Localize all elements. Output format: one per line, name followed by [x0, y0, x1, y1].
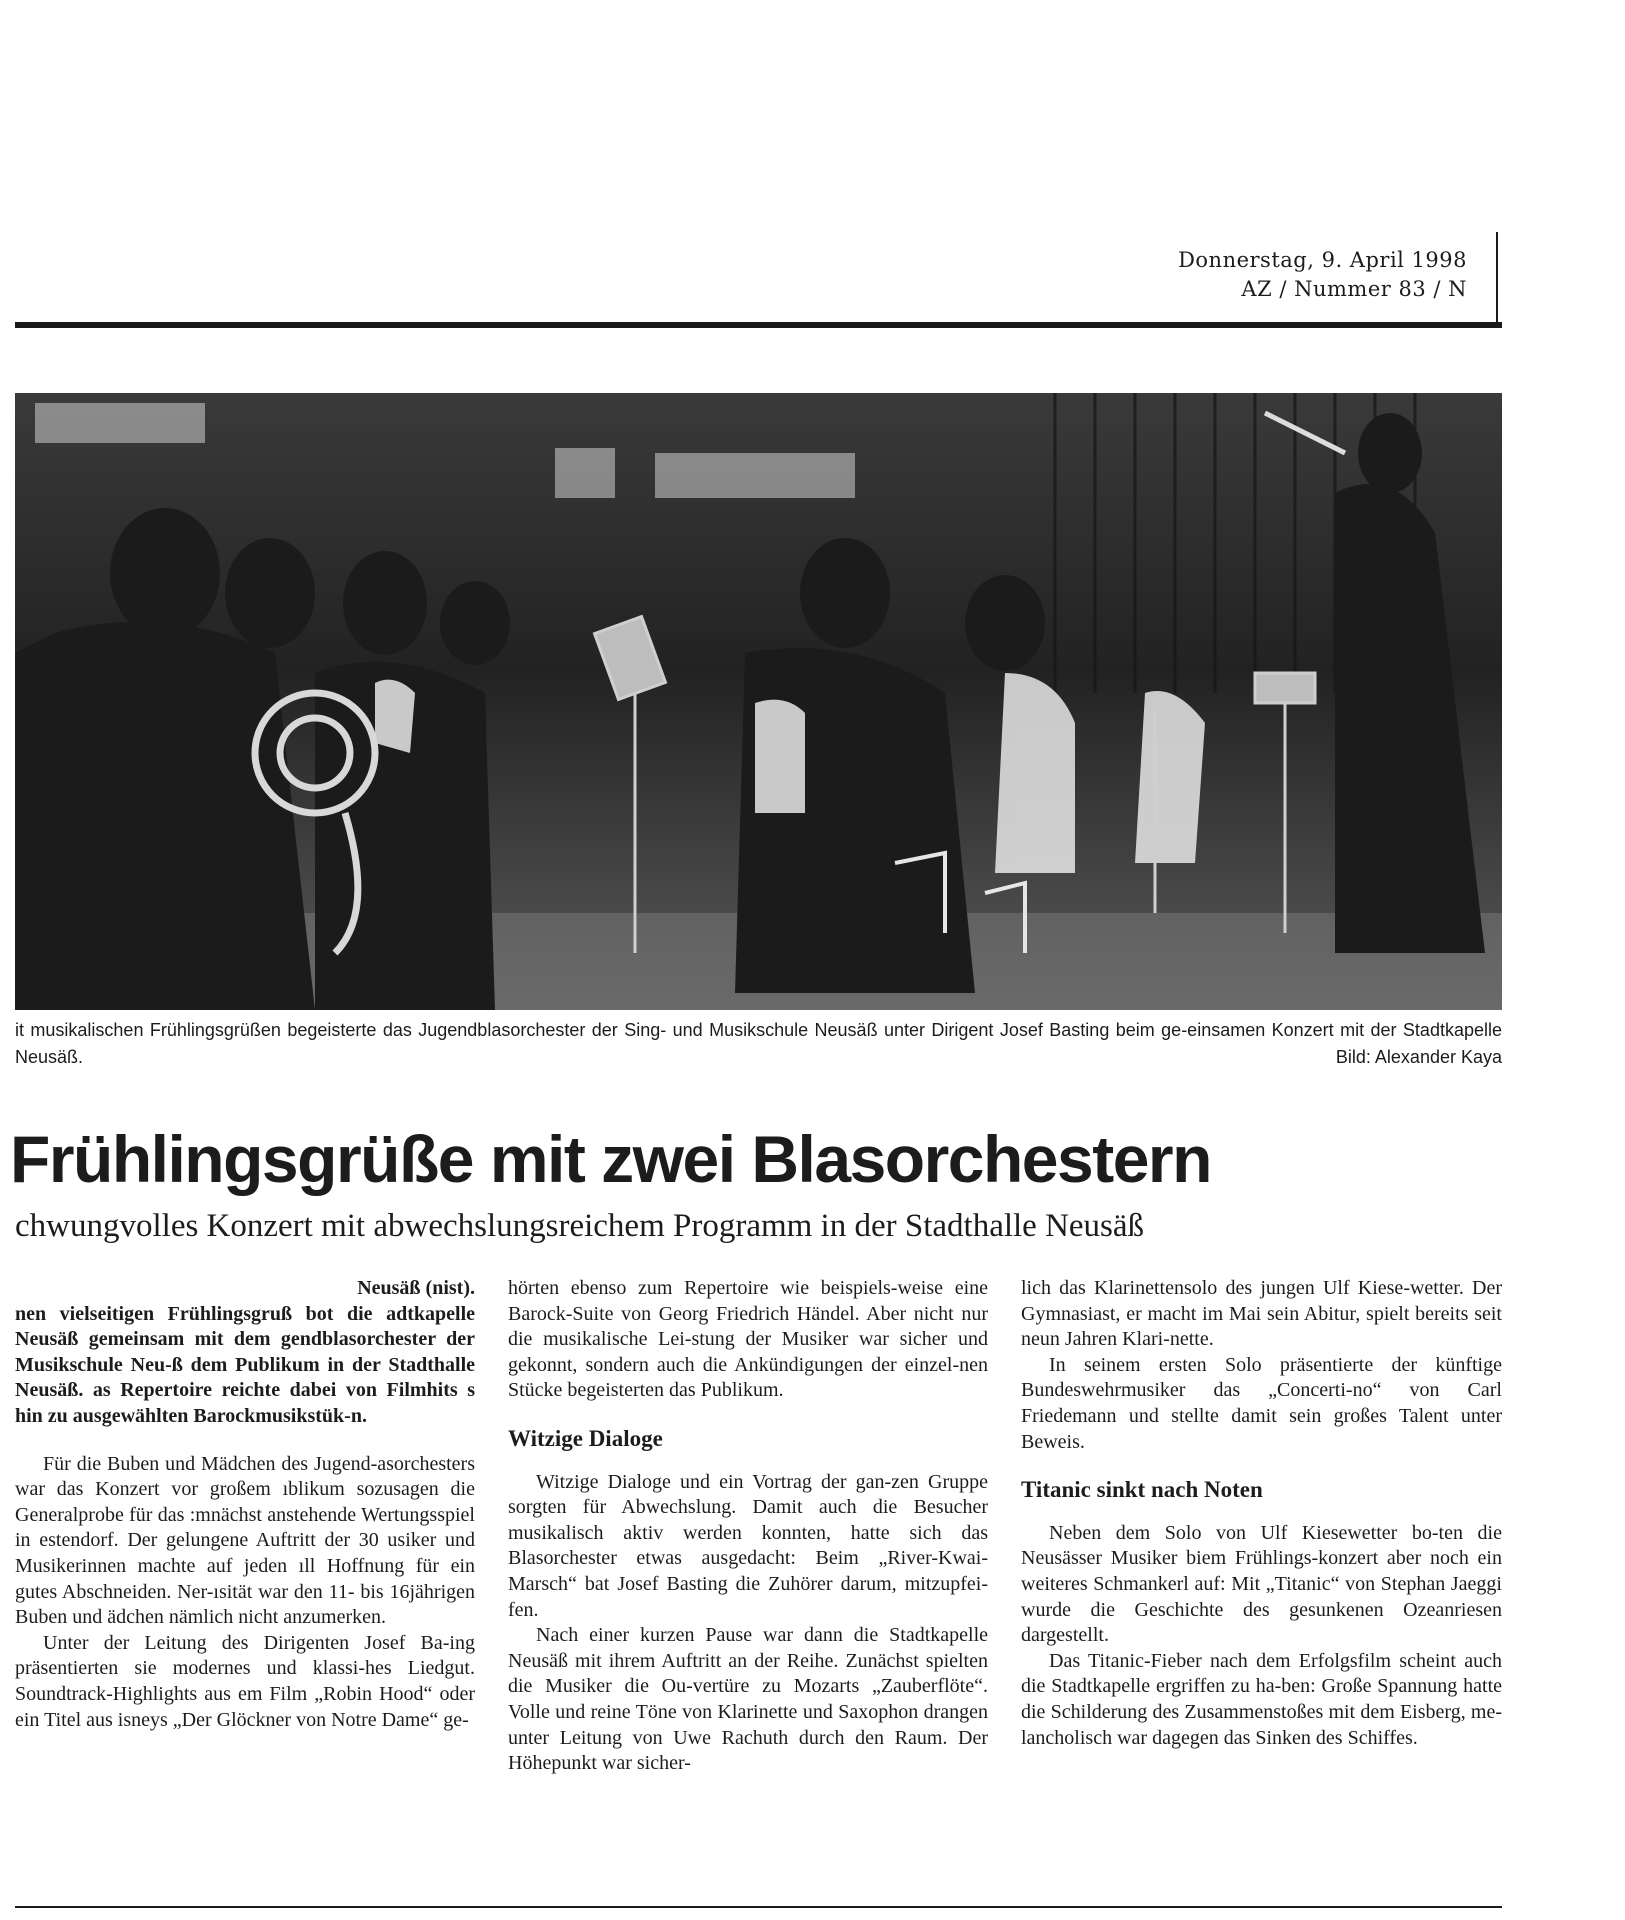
caption-text: it musikalischen Frühlingsgrüßen begeisterte das Jugendblasorchester der Sing- und Musikschule Neusäß unter Dirigent Josef Basting beim ge-einsamen Konzert mit der Stadtkapelle Neusäß. [15, 1020, 1502, 1067]
lead-paragraph: nen vielseitigen Frühlingsgruß bot die adtkapelle Neusäß gemeinsam mit dem gendblasorchester der Musikschule Neu-ß dem Publikum in der Stadthalle Neusäß. as Repertoire reichte dabei von Filmhits s hin zu ausgewählten Barockmusikstük-n. [15, 1302, 475, 1427]
header-side-rule [1496, 232, 1498, 324]
paragraph: In seinem ersten Solo präsentierte der künftige Bundeswehrmusiker das „Concerti-no“ von Carl Friedemann und stellte damit sein großes Talent unter Beweis. [1021, 1353, 1502, 1453]
article-column-1 [15, 1276, 475, 1733]
footer-rule [15, 1906, 1502, 1908]
section-heading-witzige-dialoge: Witzige Dialoge [508, 1425, 663, 1451]
photo-credit: Bild: Alexander Kaya [1335, 1047, 1502, 1067]
article-column-2 [508, 1276, 988, 1777]
photo-caption [15, 1017, 1502, 1071]
section-heading-titanic: Titanic sinkt nach Noten [1021, 1477, 1263, 1503]
article-column-3 [1021, 1276, 1502, 1751]
paragraph: Neben dem Solo von Ulf Kiesewetter bo-ten die Neusässer Musiker biem Frühlings-konzert aber noch ein weiteres Schmankerl auf: Mit „Titanic“ von Stephan Jaeggi wurde die Geschichte des gesunkenen Ozeanriesen dargestellt. [1021, 1521, 1502, 1647]
paragraph: Das Titanic-Fieber nach dem Erfolgsfilm scheint auch die Stadtkapelle ergriffen zu ha-ben: Große Spannung hatte die Schilderung des Zusammenstoßes mit dem Eisberg, me-lancholisch war dagegen das Sinken des Schiffes. [1021, 1649, 1502, 1749]
concert-photo [15, 393, 1502, 1010]
subheadline: chwungvolles Konzert mit abwechslungsreichem Programm in der Stadthalle Neusäß [15, 1208, 1145, 1244]
paragraph: Für die Buben und Mädchen des Jugend-asorchesters war das Konzert vor großem ıblikum sozusagen die Generalprobe für das :mnächst anstehende Wertungsspiel in estendorf. Der gelungene Auftritt der 30 usiker und Musikerinnen machte auf jeden ıll Hoffnung für ein gutes Abschneiden. Ner-ısität war den 11- bis 16jährigen Buben und ädchen nämlich nicht anzumerken. [15, 1452, 475, 1629]
paragraph: hörten ebenso zum Repertoire wie beispiels-weise eine Barock-Suite von Georg Friedrich Händel. Aber nicht nur die musikalische Lei-stung der Musiker war sicher und gekonnt, sondern auch die Ankündigungen der einzel-nen Stücke begeisterten das Publikum. [508, 1277, 988, 1402]
dateline [1178, 246, 1467, 304]
paragraph: Witzige Dialoge und ein Vortrag der gan-zen Gruppe sorgten für Abwechslung. Damit auch die Besucher musikalisch aktiv werden konnten, hatte sich das Blasorchester etwas ausgedacht: Beim „River-Kwai-Marsch“ bat Josef Basting die Zuhörer darum, mitzupfei-fen. [508, 1470, 988, 1621]
header-rule [15, 322, 1502, 328]
byline: Neusäß (nist). [357, 1277, 475, 1299]
paragraph: Nach einer kurzen Pause war dann die Stadtkapelle Neusäß mit ihrem Auftritt an der Reihe. Zunächst spielten die Musiker die Ou-vertüre zu Mozarts „Zauberflöte“. Volle und reine Töne von Klarinette und Saxophon drangen unter Leitung von Uwe Rachuth durch den Raum. Der Höhepunkt war sicher- [508, 1624, 988, 1775]
issue-date: Donnerstag, 9. April 1998 [1178, 248, 1467, 272]
paragraph: lich das Klarinettensolo des jungen Ulf Kiese-wetter. Der Gymnasiast, er macht im Mai sein Abitur, spielt bereits seit neun Jahren Klari-nette. [1021, 1277, 1502, 1351]
issue-number: AZ / Nummer 83 / N [1241, 277, 1467, 301]
headline: Frühlingsgrüße mit zwei Blasorchestern [10, 1122, 1211, 1196]
paragraph: Unter der Leitung des Dirigenten Josef Ba-ing präsentierten sie modernes und klassi-hes Liedgut. Soundtrack-Highlights aus em Film „Robin Hood“ oder ein Titel aus isneys „Der Glöckner von Notre Dame“ ge- [15, 1631, 475, 1731]
